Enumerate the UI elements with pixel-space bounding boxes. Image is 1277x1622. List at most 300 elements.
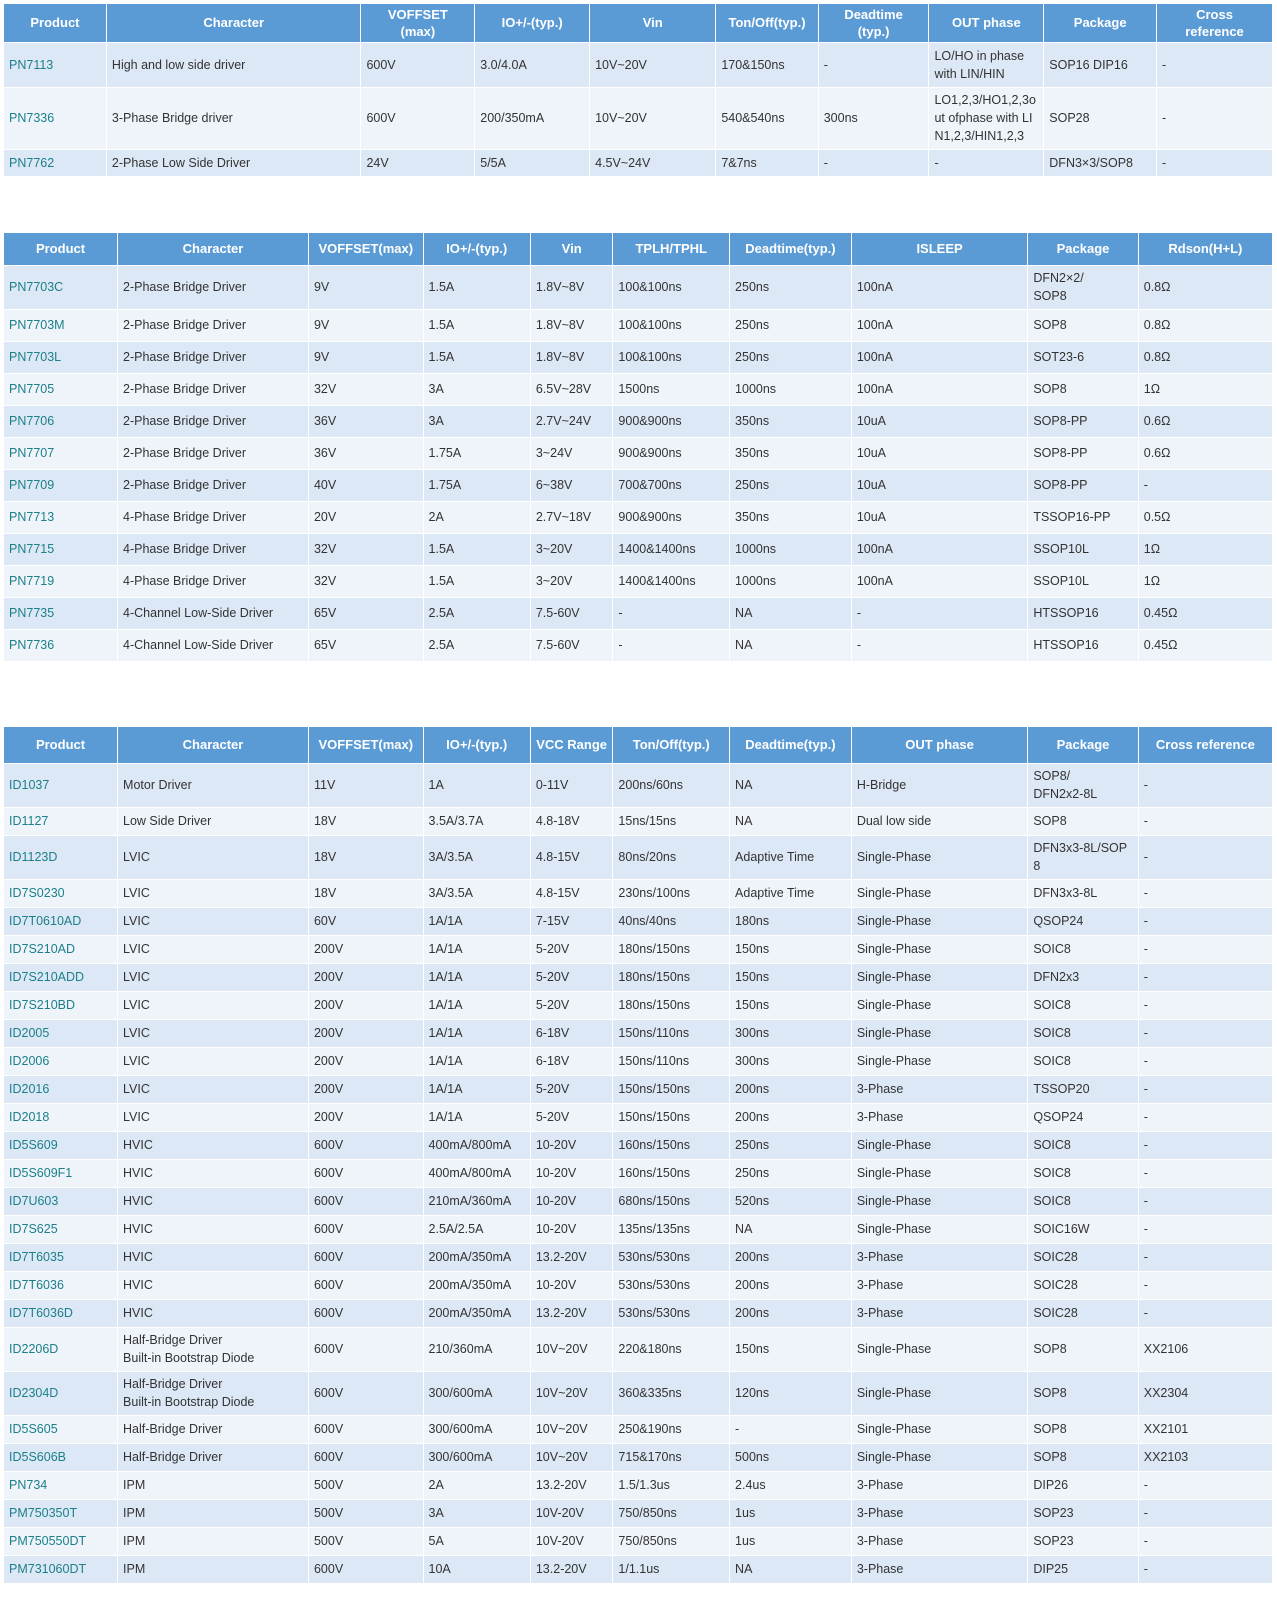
table-cell: 40V xyxy=(308,469,423,501)
table-cell: 160ns/150ns xyxy=(613,1159,730,1187)
table-cell: 150ns/110ns xyxy=(613,1019,730,1047)
header-voffset: VOFFSET(max) xyxy=(308,727,423,763)
table-cell: 250ns xyxy=(730,265,852,309)
table-row xyxy=(4,1075,1273,1103)
high-low-side-driver-table xyxy=(4,4,1273,177)
table-cell: 0.8Ω xyxy=(1138,309,1272,341)
table-cell: 5A xyxy=(423,1527,530,1555)
table-row xyxy=(4,1243,1273,1271)
table-row xyxy=(4,1047,1273,1075)
table-cell: 200ns xyxy=(730,1075,852,1103)
table-cell: 715&170ns xyxy=(613,1443,730,1471)
product-link[interactable]: PM750550DT xyxy=(4,1527,118,1555)
table-cell: 150ns/150ns xyxy=(613,1075,730,1103)
table-cell: IPM xyxy=(118,1555,309,1583)
table-cell: 60V xyxy=(308,907,423,935)
table-cell: SOP8/ DFN2x2-8L xyxy=(1028,763,1138,807)
table-cell: 200V xyxy=(308,1075,423,1103)
table-cell: 1.5/1.3us xyxy=(613,1471,730,1499)
table-cell: 600V xyxy=(308,1243,423,1271)
product-link[interactable]: PN7707 xyxy=(4,437,118,469)
table-cell: SOP28 xyxy=(1044,87,1157,149)
table-cell: 10A xyxy=(423,1555,530,1583)
table-cell: 1A/1A xyxy=(423,907,530,935)
table-cell: DFN2×2/ SOP8 xyxy=(1028,265,1138,309)
table-cell: 1.8V~8V xyxy=(530,341,613,373)
table-cell: 250ns xyxy=(730,341,852,373)
table-cell: 0.8Ω xyxy=(1138,341,1272,373)
table-cell: 3-Phase Bridge driver xyxy=(106,87,361,149)
table-cell: 230ns/100ns xyxy=(613,879,730,907)
table-cell: 600V xyxy=(308,1131,423,1159)
product-link[interactable]: ID5S609F1 xyxy=(4,1159,118,1187)
table-cell: Adaptive Time xyxy=(730,835,852,879)
header-col8: OUT phase xyxy=(851,727,1027,763)
table-row xyxy=(4,807,1273,835)
table-cell: 2A xyxy=(423,501,530,533)
table-cell: 0.45Ω xyxy=(1138,629,1272,661)
table-cell: High and low side driver xyxy=(106,42,361,87)
table-cell: NA xyxy=(730,807,852,835)
table-cell: Half-Bridge Driver xyxy=(118,1415,309,1443)
product-link[interactable]: PN7735 xyxy=(4,597,118,629)
table-cell: 32V xyxy=(308,373,423,405)
header-package: Package xyxy=(1028,233,1138,265)
table-cell: - xyxy=(1138,991,1272,1019)
header-ton-off: Ton/Off(typ.) xyxy=(716,4,818,42)
table-cell: 1.5A xyxy=(423,565,530,597)
table-cell: 200ns xyxy=(730,1271,852,1299)
table-cell: 200V xyxy=(308,991,423,1019)
table-cell: 530ns/530ns xyxy=(613,1299,730,1327)
table-cell: LVIC xyxy=(118,835,309,879)
table-cell: 4-Phase Bridge Driver xyxy=(118,501,309,533)
table-cell: - xyxy=(1138,879,1272,907)
table-cell: 250ns xyxy=(730,1131,852,1159)
product-link[interactable]: ID5S606B xyxy=(4,1443,118,1471)
table-cell: 540&540ns xyxy=(716,87,818,149)
table-row xyxy=(4,763,1273,807)
table-cell: 2-Phase Low Side Driver xyxy=(106,149,361,176)
table-cell: SOIC8 xyxy=(1028,1047,1138,1075)
table-row xyxy=(4,1327,1273,1371)
product-link[interactable]: PN7113 xyxy=(4,42,106,87)
table-cell: 3.5A/3.7A xyxy=(423,807,530,835)
header-product: Product xyxy=(4,233,118,265)
table-cell: 180ns/150ns xyxy=(613,963,730,991)
table-cell: SOIC28 xyxy=(1028,1299,1138,1327)
header-voffset: VOFFSET(max) xyxy=(308,233,423,265)
table-cell: SOP8 xyxy=(1028,807,1138,835)
table-cell: 6.5V~28V xyxy=(530,373,613,405)
product-link[interactable]: ID5S605 xyxy=(4,1415,118,1443)
header-character: Character xyxy=(106,4,361,42)
table-cell: - xyxy=(1138,1527,1272,1555)
table-cell: 180ns/150ns xyxy=(613,935,730,963)
table-cell: 200V xyxy=(308,963,423,991)
product-link[interactable]: PM731060DT xyxy=(4,1555,118,1583)
table-cell: 680ns/150ns xyxy=(613,1187,730,1215)
table-cell: TSSOP16-PP xyxy=(1028,501,1138,533)
table-cell: 4.8-15V xyxy=(530,879,613,907)
table-cell: 65V xyxy=(308,597,423,629)
product-link[interactable]: ID5S609 xyxy=(4,1131,118,1159)
table-cell: - xyxy=(1138,935,1272,963)
table-cell: DFN3×3/SOP8 xyxy=(1044,149,1157,176)
table-row xyxy=(4,1159,1273,1187)
product-link[interactable]: ID2016 xyxy=(4,1075,118,1103)
table-cell: SOP23 xyxy=(1028,1527,1138,1555)
header-package: Package xyxy=(1044,4,1157,42)
table-cell: 24V xyxy=(361,149,475,176)
table-cell: 1A/1A xyxy=(423,1103,530,1131)
product-link[interactable]: PN7736 xyxy=(4,629,118,661)
table-cell: - xyxy=(851,629,1027,661)
table-cell: DFN3x3-8L/SOP 8 xyxy=(1028,835,1138,879)
table-cell: 7-15V xyxy=(530,907,613,935)
product-link[interactable]: ID7T6035 xyxy=(4,1243,118,1271)
table-cell: 160ns/150ns xyxy=(613,1131,730,1159)
product-link[interactable]: ID1037 xyxy=(4,763,118,807)
product-link[interactable]: ID2206D xyxy=(4,1327,118,1371)
table-cell: 0-11V xyxy=(530,763,613,807)
table-cell: 100&100ns xyxy=(613,265,730,309)
table-cell: Single-Phase xyxy=(851,1371,1027,1415)
header-package: Package xyxy=(1028,727,1138,763)
table-cell: 600V xyxy=(308,1299,423,1327)
table-row xyxy=(4,629,1273,661)
product-link[interactable]: ID1123D xyxy=(4,835,118,879)
table-cell: 4.5V~24V xyxy=(590,149,716,176)
table-cell: 200mA/350mA xyxy=(423,1299,530,1327)
table-cell: 300/600mA xyxy=(423,1371,530,1415)
table-cell: QSOP24 xyxy=(1028,907,1138,935)
table-cell: 3-Phase xyxy=(851,1299,1027,1327)
product-link[interactable]: PN7705 xyxy=(4,373,118,405)
product-link[interactable]: ID7S625 xyxy=(4,1215,118,1243)
table-cell: 210/360mA xyxy=(423,1327,530,1371)
product-link[interactable]: PN7703L xyxy=(4,341,118,373)
product-link[interactable]: ID7S0230 xyxy=(4,879,118,907)
product-link[interactable]: PN7719 xyxy=(4,565,118,597)
table-cell: 3-Phase xyxy=(851,1103,1027,1131)
product-link[interactable]: ID2005 xyxy=(4,1019,118,1047)
product-link[interactable]: PN7336 xyxy=(4,87,106,149)
table-cell: - xyxy=(1157,42,1273,87)
table-row xyxy=(4,1499,1273,1527)
table-cell: SSOP10L xyxy=(1028,533,1138,565)
table-cell: XX2304 xyxy=(1138,1371,1272,1415)
table-cell: 18V xyxy=(308,807,423,835)
table-cell: 10V~20V xyxy=(530,1443,613,1471)
table-cell: 4-Phase Bridge Driver xyxy=(118,533,309,565)
table-cell: SOIC8 xyxy=(1028,991,1138,1019)
table-header-row xyxy=(4,4,1273,42)
table-cell: - xyxy=(1138,763,1272,807)
table-cell: 1.75A xyxy=(423,469,530,501)
table-cell: - xyxy=(1138,1555,1272,1583)
product-link[interactable]: ID7T0610AD xyxy=(4,907,118,935)
table-cell: Single-Phase xyxy=(851,1131,1027,1159)
table-cell: HVIC xyxy=(118,1187,309,1215)
header-deadtime: Deadtime(typ.) xyxy=(730,233,852,265)
table-cell: 500V xyxy=(308,1471,423,1499)
table-row xyxy=(4,1103,1273,1131)
product-link[interactable]: PN7709 xyxy=(4,469,118,501)
table-cell: - xyxy=(1157,149,1273,176)
table-cell: Single-Phase xyxy=(851,835,1027,879)
header-io: IO+/-(typ.) xyxy=(475,4,590,42)
table-cell: 200mA/350mA xyxy=(423,1243,530,1271)
table-row xyxy=(4,1371,1273,1415)
table-row xyxy=(4,149,1273,176)
table-cell: Single-Phase xyxy=(851,1187,1027,1215)
table-cell: SOP8 xyxy=(1028,309,1138,341)
table-cell: 2-Phase Bridge Driver xyxy=(118,265,309,309)
product-link[interactable]: ID2018 xyxy=(4,1103,118,1131)
table-cell: Single-Phase xyxy=(851,1443,1027,1471)
table-cell: 40ns/40ns xyxy=(613,907,730,935)
table-cell: 10uA xyxy=(851,501,1027,533)
table-cell: SOIC8 xyxy=(1028,1187,1138,1215)
table-cell: 3-Phase xyxy=(851,1271,1027,1299)
product-link[interactable]: PN7703C xyxy=(4,265,118,309)
table-cell: 13.2-20V xyxy=(530,1243,613,1271)
product-link[interactable]: ID7S210ADD xyxy=(4,963,118,991)
product-link[interactable]: ID1127 xyxy=(4,807,118,835)
table-cell: 350ns xyxy=(730,437,852,469)
table-cell: 170&150ns xyxy=(716,42,818,87)
table-cell: 700&700ns xyxy=(613,469,730,501)
table-row xyxy=(4,1555,1273,1583)
table-cell: 1.5A xyxy=(423,341,530,373)
table-cell: NA xyxy=(730,1555,852,1583)
header-col8: OUT phase xyxy=(929,4,1044,42)
table-cell: 1Ω xyxy=(1138,373,1272,405)
table-cell: 200V xyxy=(308,1019,423,1047)
table-cell: 1.5A xyxy=(423,533,530,565)
table-cell: SOP23 xyxy=(1028,1499,1138,1527)
table-cell: 10V~20V xyxy=(530,1327,613,1371)
table-row xyxy=(4,991,1273,1019)
table-cell: 600V xyxy=(361,87,475,149)
ic-driver-table xyxy=(4,727,1273,1584)
table-cell: 360&335ns xyxy=(613,1371,730,1415)
table-cell: 3-Phase xyxy=(851,1555,1027,1583)
table-row xyxy=(4,879,1273,907)
table-cell: Single-Phase xyxy=(851,1215,1027,1243)
table-cell: 10uA xyxy=(851,405,1027,437)
table-cell: 150ns/110ns xyxy=(613,1047,730,1075)
table-cell: 150ns xyxy=(730,991,852,1019)
product-link[interactable]: PN7706 xyxy=(4,405,118,437)
product-link[interactable]: ID2006 xyxy=(4,1047,118,1075)
table-cell: 7.5-60V xyxy=(530,629,613,661)
table-cell: Half-Bridge Driver Built-in Bootstrap Diode xyxy=(118,1371,309,1415)
table-cell: SOIC16W xyxy=(1028,1215,1138,1243)
table-cell: HVIC xyxy=(118,1131,309,1159)
table-cell: 300/600mA xyxy=(423,1443,530,1471)
table-cell: 10V~20V xyxy=(590,87,716,149)
table-cell: - xyxy=(1138,963,1272,991)
table-cell: 120ns xyxy=(730,1371,852,1415)
table-cell: Single-Phase xyxy=(851,1019,1027,1047)
table-cell: DFN3x3-8L xyxy=(1028,879,1138,907)
product-link[interactable]: ID7T6036D xyxy=(4,1299,118,1327)
table-cell: - xyxy=(1138,1299,1272,1327)
table-cell: LVIC xyxy=(118,1019,309,1047)
table-cell: - xyxy=(851,597,1027,629)
table-cell: 3~20V xyxy=(530,565,613,597)
table-cell: - xyxy=(818,149,929,176)
table-cell: 300ns xyxy=(730,1019,852,1047)
table-cell: - xyxy=(1138,1159,1272,1187)
product-link[interactable]: ID7T6036 xyxy=(4,1271,118,1299)
table-cell: 20V xyxy=(308,501,423,533)
table-cell: 3A xyxy=(423,1499,530,1527)
table-cell: SOIC8 xyxy=(1028,935,1138,963)
table-cell: 600V xyxy=(308,1371,423,1415)
table-cell: 2-Phase Bridge Driver xyxy=(118,437,309,469)
table-cell: QSOP24 xyxy=(1028,1103,1138,1131)
table-cell: 350ns xyxy=(730,405,852,437)
table-row xyxy=(4,1019,1273,1047)
product-link[interactable]: PN7703M xyxy=(4,309,118,341)
table-row xyxy=(4,309,1273,341)
table-cell: 300ns xyxy=(818,87,929,149)
table-cell: 5-20V xyxy=(530,963,613,991)
table-cell: SOP8 xyxy=(1028,1415,1138,1443)
product-link[interactable]: PN7715 xyxy=(4,533,118,565)
table-cell: HVIC xyxy=(118,1159,309,1187)
table-cell: 180ns xyxy=(730,907,852,935)
table-cell: 210mA/360mA xyxy=(423,1187,530,1215)
table-cell: LVIC xyxy=(118,1103,309,1131)
product-link[interactable]: ID2304D xyxy=(4,1371,118,1415)
table-cell: 3-Phase xyxy=(851,1243,1027,1271)
table-cell: 7&7ns xyxy=(716,149,818,176)
table-cell: 1000ns xyxy=(730,533,852,565)
table-cell: 36V xyxy=(308,437,423,469)
header-vin: VCC Range xyxy=(530,727,613,763)
table-row xyxy=(4,907,1273,935)
table-cell: - xyxy=(1138,1075,1272,1103)
header-voffset: VOFFSET (max) xyxy=(361,4,475,42)
table-cell: 1000ns xyxy=(730,565,852,597)
table-cell: 3A/3.5A xyxy=(423,835,530,879)
header-col10: Rdson(H+L) xyxy=(1138,233,1272,265)
table-cell: 5-20V xyxy=(530,935,613,963)
table-cell: 2.5A xyxy=(423,597,530,629)
table-cell: 10-20V xyxy=(530,1271,613,1299)
product-link[interactable]: PM750350T xyxy=(4,1499,118,1527)
product-link[interactable]: PN7713 xyxy=(4,501,118,533)
table-cell: 750/850ns xyxy=(613,1499,730,1527)
table-cell: - xyxy=(730,1415,852,1443)
product-link[interactable]: PN7762 xyxy=(4,149,106,176)
table-cell: LO/HO in phase with LIN/HIN xyxy=(929,42,1044,87)
product-link[interactable]: ID7U603 xyxy=(4,1187,118,1215)
header-character: Character xyxy=(118,727,309,763)
product-link[interactable]: PN734 xyxy=(4,1471,118,1499)
header-col10: Cross reference xyxy=(1138,727,1272,763)
table-cell: 200V xyxy=(308,1047,423,1075)
table-cell: SOIC28 xyxy=(1028,1271,1138,1299)
table-cell: 200V xyxy=(308,1103,423,1131)
table-cell: - xyxy=(1138,1047,1272,1075)
table-cell: HVIC xyxy=(118,1299,309,1327)
table-cell: - xyxy=(1138,469,1272,501)
product-link[interactable]: ID7S210AD xyxy=(4,935,118,963)
table-cell: 0.45Ω xyxy=(1138,597,1272,629)
table-cell: Single-Phase xyxy=(851,1327,1027,1371)
table-cell: 1000ns xyxy=(730,373,852,405)
table-cell: 1.8V~8V xyxy=(530,265,613,309)
table-cell: 1A/1A xyxy=(423,991,530,1019)
table-cell: - xyxy=(1138,807,1272,835)
table-cell: Dual low side xyxy=(851,807,1027,835)
table-row xyxy=(4,1527,1273,1555)
table-cell: Single-Phase xyxy=(851,963,1027,991)
table-cell: 220&180ns xyxy=(613,1327,730,1371)
table-cell: 36V xyxy=(308,405,423,437)
table-cell: Single-Phase xyxy=(851,991,1027,1019)
table-cell: 65V xyxy=(308,629,423,661)
table-cell: NA xyxy=(730,597,852,629)
table-cell: 1.75A xyxy=(423,437,530,469)
table-cell: 150ns xyxy=(730,1327,852,1371)
table-cell: 3~20V xyxy=(530,533,613,565)
table-cell: 150ns xyxy=(730,963,852,991)
table-cell: 3~24V xyxy=(530,437,613,469)
table-cell: 150ns xyxy=(730,935,852,963)
table-cell: Single-Phase xyxy=(851,1047,1027,1075)
table-cell: 750/850ns xyxy=(613,1527,730,1555)
table-cell: 10V~20V xyxy=(530,1371,613,1415)
table-cell: 6~38V xyxy=(530,469,613,501)
table-cell: 300ns xyxy=(730,1047,852,1075)
table-cell: 2.7V~18V xyxy=(530,501,613,533)
table-cell: HVIC xyxy=(118,1215,309,1243)
table-cell: SOP8-PP xyxy=(1028,437,1138,469)
table-cell: 200V xyxy=(308,935,423,963)
table-cell: 2.4us xyxy=(730,1471,852,1499)
table-cell: XX2106 xyxy=(1138,1327,1272,1371)
table-header-row xyxy=(4,727,1273,763)
table-row xyxy=(4,835,1273,879)
table-cell: 2-Phase Bridge Driver xyxy=(118,341,309,373)
table-cell: 5/5A xyxy=(475,149,590,176)
table-row xyxy=(4,87,1273,149)
product-link[interactable]: ID7S210BD xyxy=(4,991,118,1019)
table-cell: - xyxy=(1138,1271,1272,1299)
table-cell: Single-Phase xyxy=(851,1159,1027,1187)
table-cell: 3-Phase xyxy=(851,1075,1027,1103)
table-cell: LO1,2,3/HO1,2,3o ut ofphase with LI N1,2,3/HIN1,2,3 xyxy=(929,87,1044,149)
table-cell: 600V xyxy=(308,1415,423,1443)
table-cell: 1us xyxy=(730,1527,852,1555)
table-cell: 200mA/350mA xyxy=(423,1271,530,1299)
table-cell: - xyxy=(1138,835,1272,879)
table-cell: 9V xyxy=(308,341,423,373)
table-cell: 530ns/530ns xyxy=(613,1243,730,1271)
table-cell: Half-Bridge Driver xyxy=(118,1443,309,1471)
table-cell: SOP8 xyxy=(1028,1327,1138,1371)
table-cell: 2-Phase Bridge Driver xyxy=(118,309,309,341)
table-cell: 4-Channel Low-Side Driver xyxy=(118,629,309,661)
table-cell: 1/1.1us xyxy=(613,1555,730,1583)
table-cell: 5-20V xyxy=(530,1103,613,1131)
